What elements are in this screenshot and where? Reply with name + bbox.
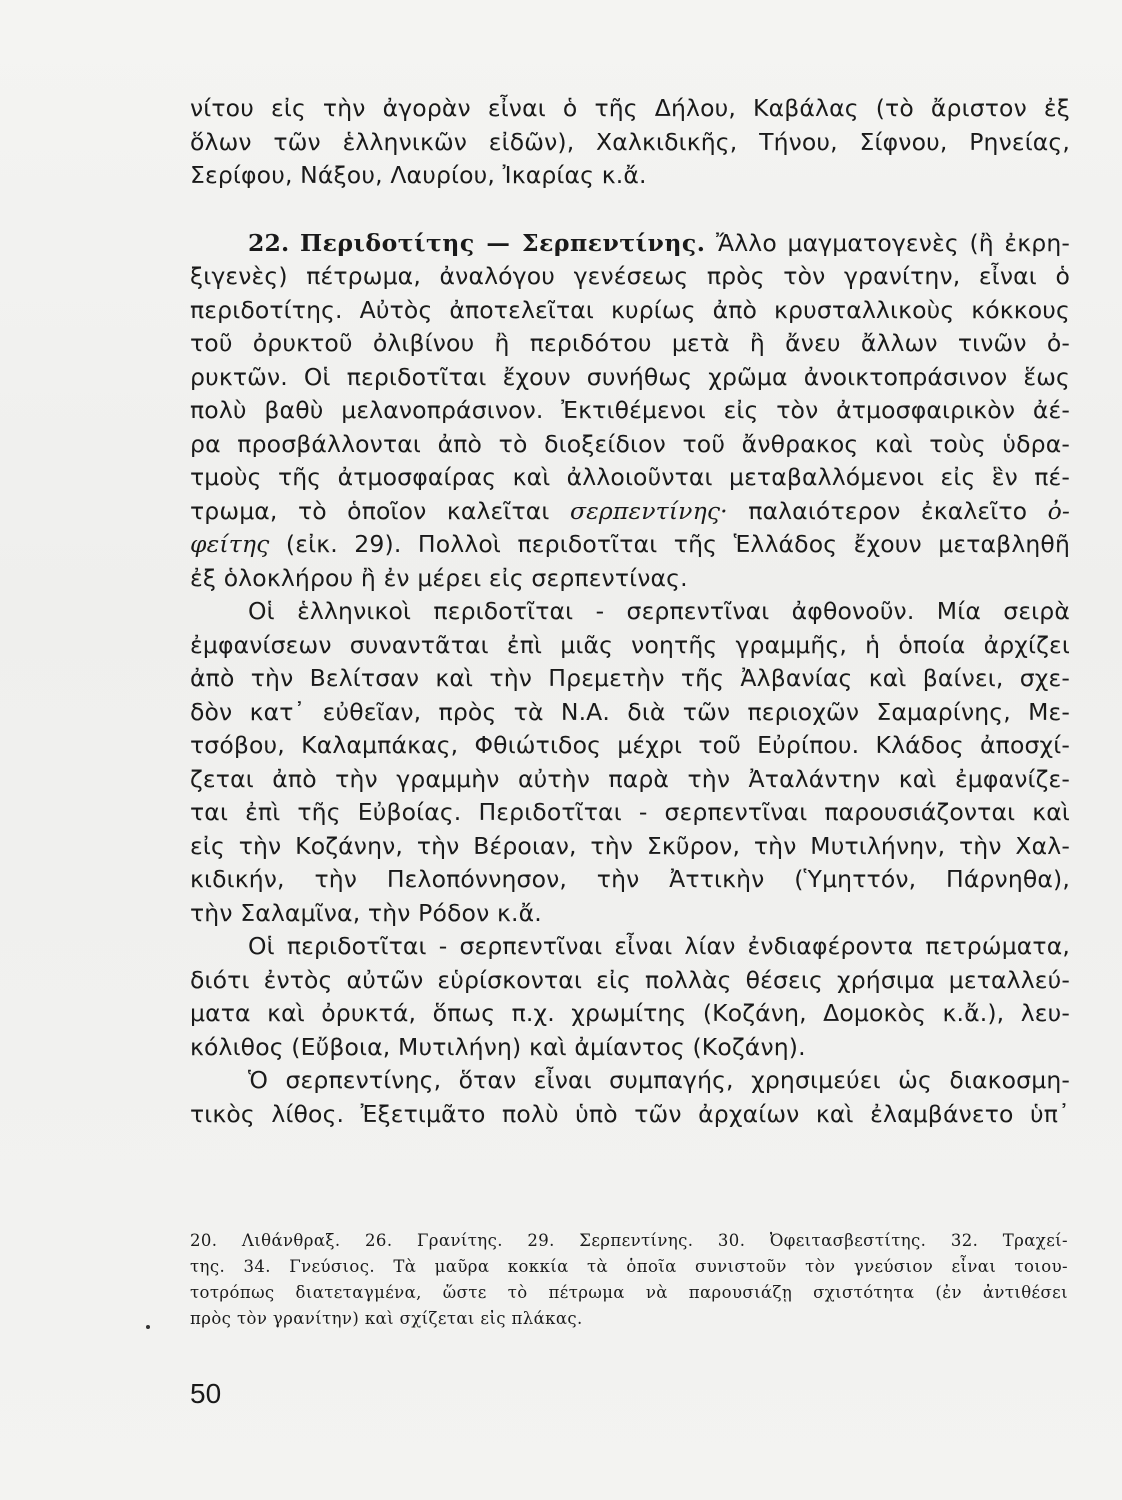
text-line: νίτου εἰς τὴν ἀγορὰν εἶναι ὁ τῆς Δήλου, Καβάλας (τὸ ἄριστον ἐξ [190, 94, 1070, 122]
page-number: 50 [190, 1378, 222, 1409]
text-line: τὴν Σαλαμῖνα, τὴν Ρόδον κ.ἄ. [190, 898, 542, 927]
text-line: τσόβου, Καλαμπάκας, Φθιώτιδος μέχρι τοῦ Εὐρίπου. Κλάδος ἀποσχί- [190, 731, 1070, 759]
text-line: Οἱ περιδοτῖται - σερπεντῖναι εἶναι λίαν ἐνδιαφέροντα πετρώματα, [248, 932, 1070, 960]
text-line [190, 495, 1070, 529]
main-text [190, 92, 1070, 1131]
text-line: ἐμφανίσεων συναντᾶται ἐπὶ μιᾶς νοητῆς γραμμῆς, ἡ ὁποία ἀρχίζει [190, 630, 1070, 659]
footnote-line: πρὸς τὸν γρανίτην) καὶ σχίζεται εἰς πλάκας. [190, 1309, 583, 1328]
footnotes [190, 1228, 1068, 1332]
text-line: ἐξ ὁλοκλήρου ἢ ἐν μέρει εἰς σερπεντίνας. [190, 563, 688, 592]
text-line: Οἱ ἑλληνικοὶ περιδοτῖται - σερπεντῖναι ἀφθονοῦν. Μία σειρὰ [248, 597, 1070, 625]
text-line: ἀπὸ τὴν Βελίτσαν καὶ τὴν Πρεμετὴν τῆς Ἀλβανίας καὶ βαίνει, σχε- [190, 664, 1070, 692]
italic-term: ὀ- [1047, 496, 1071, 525]
text-line [190, 528, 1070, 562]
text-line: πολὺ βαθὺ μελανοπράσινον. Ἐκτιθέμενοι εἰς τὸν ἀτμοσφαιρικὸν ἀέ- [190, 396, 1070, 424]
text-line: Σερίφου, Νάξου, Λαυρίου, Ἰκαρίας κ.ἄ. [190, 161, 647, 189]
text-line: διότι ἐντὸς αὐτῶν εὑρίσκονται εἰς πολλὰς θέσεις χρήσιμα μεταλλεύ- [190, 965, 1070, 994]
text-line: Ὁ σερπεντίνης, ὅταν εἶναι συμπαγής, χρησιμεύει ὡς διακοσμη- [248, 1066, 1070, 1094]
footnote-line: 20. Λιθάνθραξ. 26. Γρανίτης. 29. Σερπεντίνης. 30. Ὀφειτασβεστίτης. 32. Τραχεί- [190, 1231, 1068, 1250]
text-line: εἰς τὴν Κοζάνην, τὴν Βέροιαν, τὴν Σκῦρον, τὴν Μυτιλήνην, τὴν Χαλ- [190, 831, 1070, 860]
text-line: δὸν κατ᾿ εὐθεῖαν, πρὸς τὰ Ν.Α. διὰ τῶν περιοχῶν Σαμαρίνης, Με- [190, 697, 1070, 726]
text-line: τοῦ ὀρυκτοῦ ὀλιβίνου ἢ περιδότου μετὰ ἢ ἄνευ ἄλλων τινῶν ὀ- [190, 329, 1070, 357]
margin-dot [146, 1325, 150, 1329]
footnote-line: της. 34. Γνεύσιος. Τὰ μαῦρα κοκκία τὰ ὁποῖα συνιστοῦν τὸν γνεύσιον εἶναι τοιου- [190, 1257, 1068, 1276]
text-line: ται ἐπὶ τῆς Εὐβοίας. Περιδοτῖται - σερπεντῖναι παρουσιάζονται καὶ [190, 798, 1070, 826]
paragraph-gap [190, 193, 1070, 227]
text-segment: (εἰκ. 29). Πολλοὶ περιδοτῖται τῆς Ἑλλάδος ἔχουν μεταβληθῆ [285, 530, 1070, 558]
text-line: ματα καὶ ὀρυκτά, ὅπως π.χ. χρωμίτης (Κοζάνη, Δομοκὸς κ.ἄ.), λευ- [190, 999, 1070, 1027]
text-line: ζεται ἀπὸ τὴν γραμμὴν αὐτὴν παρὰ τὴν Ἀταλάντην καὶ ἐμφανίζε- [190, 764, 1070, 793]
text-line: τμοὺς τῆς ἀτμοσφαίρας καὶ ἀλλοιοῦνται μεταβαλλόμενοι εἰς ἓν πέ- [190, 463, 1070, 491]
text-segment: Ἄλλο μαγματογενὲς (ἢ ἐκρη- [716, 228, 1071, 257]
text-line: τικὸς λίθος. Ἐξετιμᾶτο πολὺ ὑπὸ τῶν ἀρχαίων καὶ ἐλαμβάνετο ὑπ᾿ [190, 1099, 1070, 1128]
text-line: ρυκτῶν. Οἱ περιδοτῖται ἔχουν συνήθως χρῶμα ἀνοικτοπράσινον ἕως [190, 362, 1070, 391]
italic-term: φείτης [190, 530, 270, 558]
footnote-line: τοτρόπως διατεταγμένα, ὥστε τὸ πέτρωμα νὰ παρουσιάζῃ σχιστότητα (ἐν ἀντιθέσει [190, 1283, 1068, 1302]
text-line: κιδικήν, τὴν Πελοπόννησον, τὴν Ἀττικὴν (Ὑμηττόν, Πάρνηθα), [190, 865, 1070, 893]
italic-term: σερπεντίνης· [569, 496, 728, 525]
text-line: ξιγενὲς) πέτρωμα, ἀναλόγου γενέσεως πρὸς τὸν γρανίτην, εἶναι ὁ [190, 262, 1070, 290]
text-line: περιδοτίτης. Αὐτὸς ἀποτελεῖται κυρίως ἀπὸ κρυσταλλικοὺς κόκκους [190, 295, 1070, 324]
text-line: ὅλων τῶν ἑλληνικῶν εἰδῶν), Χαλκιδικῆς, Τήνου, Σίφνου, Ρηνείας, [190, 127, 1070, 156]
text-line: ρα προσβάλλονται ἀπὸ τὸ διοξείδιον τοῦ ἄνθρακος καὶ τοὺς ὑδρα- [190, 429, 1070, 458]
section-title: Περιδοτίτης — Σερπεντίνης. [299, 228, 706, 257]
text-segment: παλαιότερον ἐκαλεῖτο [748, 496, 1028, 525]
section-number: 22. [248, 228, 290, 257]
text-line: κόλιθος (Εὔβοια, Μυτιλήνη) καὶ ἀμίαντος (Κοζάνη). [190, 1032, 806, 1061]
text-segment: τρωμα, τὸ ὁποῖον καλεῖται [190, 496, 550, 525]
section-heading-line [190, 227, 1070, 261]
